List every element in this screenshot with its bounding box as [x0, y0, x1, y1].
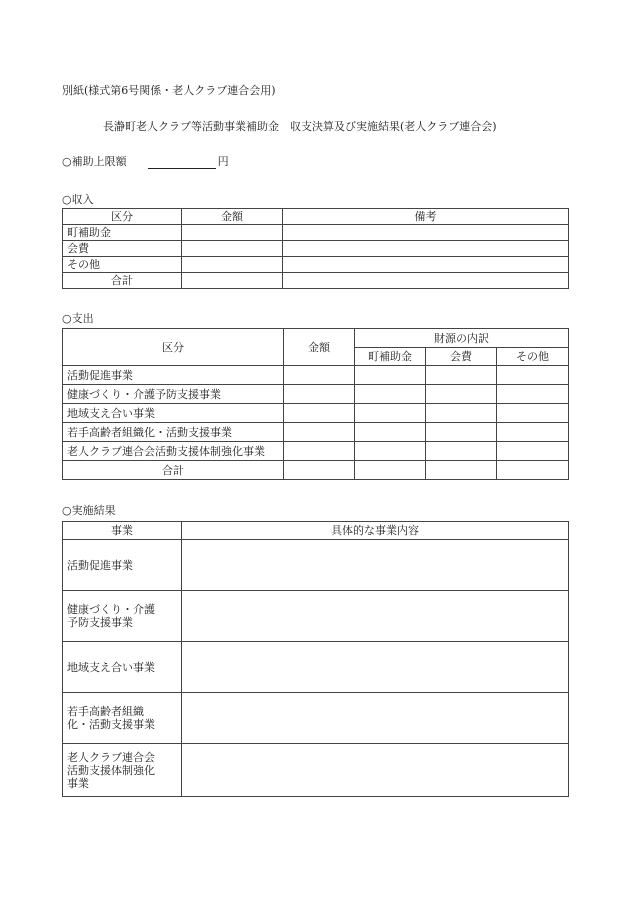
results-row-label-line: 健康づくり・介護 — [67, 603, 155, 616]
expense-other-cell[interactable] — [497, 442, 569, 461]
results-row-label-line: 事業 — [67, 776, 89, 790]
expense-amount-cell[interactable] — [284, 442, 355, 461]
expense-fees-cell[interactable] — [426, 423, 497, 442]
income-total-amount-cell[interactable] — [182, 273, 283, 289]
expense-total-town-cell[interactable] — [355, 461, 426, 480]
income-table — [62, 208, 569, 289]
results-row-label-line: 予防支援事業 — [67, 616, 133, 629]
results-header-row — [63, 522, 569, 540]
results-details-cell[interactable] — [182, 540, 569, 591]
expense-fees-cell[interactable] — [426, 442, 497, 461]
income-amount-cell[interactable] — [182, 241, 283, 257]
expense-other-cell[interactable] — [497, 385, 569, 404]
form-note: 別紙(様式第6号関係・老人クラブ連合会用) — [62, 84, 276, 97]
table-row — [63, 273, 569, 289]
results-row-label-line: 若手高齢者組織 — [67, 705, 144, 718]
income-row-label: その他 — [63, 257, 182, 273]
results-details-cell[interactable] — [182, 744, 569, 797]
expense-subcol-other: その他 — [497, 348, 569, 366]
results-row-label — [63, 642, 182, 693]
expense-subcol-fees: 会費 — [426, 348, 497, 366]
results-table — [62, 521, 569, 797]
subsidy-limit-label: ○補助上限額 — [62, 155, 127, 168]
expense-row-label: 老人クラブ連合会活動支援体制強化事業 — [63, 442, 284, 461]
income-col-category: 区分 — [63, 209, 182, 225]
subsidy-limit-blank[interactable] — [148, 157, 216, 169]
results-col-details: 具体的な事業内容 — [182, 522, 569, 540]
expense-header-row — [63, 329, 569, 348]
income-total-notes-cell[interactable] — [283, 273, 569, 289]
expense-town-cell[interactable] — [355, 423, 426, 442]
expense-table — [62, 328, 569, 480]
income-amount-cell[interactable] — [182, 225, 283, 241]
table-row — [63, 693, 569, 744]
table-row — [63, 591, 569, 642]
income-heading: ○収入 — [62, 193, 94, 206]
results-row-label-line: 地域支え合い事業 — [67, 660, 155, 674]
table-row — [63, 442, 569, 461]
expense-total-fees-cell[interactable] — [426, 461, 497, 480]
income-notes-cell[interactable] — [283, 225, 569, 241]
subsidy-limit-row — [62, 155, 229, 169]
income-amount-cell[interactable] — [182, 257, 283, 273]
expense-row-label: 健康づくり・介護予防支援事業 — [63, 385, 284, 404]
results-col-project: 事業 — [63, 522, 182, 540]
expense-town-cell[interactable] — [355, 404, 426, 423]
table-row — [63, 366, 569, 385]
income-total-label: 合計 — [63, 273, 182, 289]
expense-total-other-cell[interactable] — [497, 461, 569, 480]
expense-town-cell[interactable] — [355, 442, 426, 461]
expense-total-amount-cell[interactable] — [284, 461, 355, 480]
expense-amount-cell[interactable] — [284, 404, 355, 423]
income-notes-cell[interactable] — [283, 257, 569, 273]
expense-col-breakdown: 財源の内訳 — [355, 329, 569, 348]
expense-fees-cell[interactable] — [426, 385, 497, 404]
page-title: 長瀞町老人クラブ等活動事業補助金 収支決算及び実施結果(老人クラブ連合会) — [103, 120, 497, 133]
expense-row-label: 地域支え合い事業 — [63, 404, 284, 423]
income-row-label: 町補助金 — [63, 225, 182, 241]
expense-total-label: 合計 — [63, 461, 284, 480]
table-row — [63, 404, 569, 423]
expense-other-cell[interactable] — [497, 366, 569, 385]
results-row-label — [63, 693, 182, 744]
results-details-cell[interactable] — [182, 642, 569, 693]
income-col-amount: 金額 — [182, 209, 283, 225]
results-row-label-line: 活動促進事業 — [67, 558, 133, 572]
table-row — [63, 540, 569, 591]
expense-fees-cell[interactable] — [426, 404, 497, 423]
results-row-label-line: 活動支援体制強化 — [67, 763, 155, 777]
expense-other-cell[interactable] — [497, 404, 569, 423]
expense-row-label: 活動促進事業 — [63, 366, 284, 385]
results-row-label — [63, 591, 182, 642]
expense-other-cell[interactable] — [497, 423, 569, 442]
table-row — [63, 744, 569, 797]
results-row-label — [63, 744, 182, 797]
expense-amount-cell[interactable] — [284, 385, 355, 404]
results-row-label — [63, 540, 182, 591]
expense-col-amount: 金額 — [284, 329, 355, 366]
results-details-cell[interactable] — [182, 591, 569, 642]
table-row — [63, 257, 569, 273]
expense-col-category: 区分 — [63, 329, 284, 366]
expense-town-cell[interactable] — [355, 385, 426, 404]
income-header-row — [63, 209, 569, 225]
table-row — [63, 423, 569, 442]
results-row-label-line: 化・活動支援事業 — [67, 718, 155, 731]
expense-row-label: 若手高齢者組織化・活動支援事業 — [63, 423, 284, 442]
income-notes-cell[interactable] — [283, 241, 569, 257]
results-details-cell[interactable] — [182, 693, 569, 744]
income-row-label: 会費 — [63, 241, 182, 257]
table-row — [63, 225, 569, 241]
expense-heading: ○支出 — [62, 312, 94, 325]
expense-fees-cell[interactable] — [426, 366, 497, 385]
income-col-notes: 備考 — [283, 209, 569, 225]
table-row — [63, 642, 569, 693]
expense-subcol-town: 町補助金 — [355, 348, 426, 366]
results-row-label-line: 老人クラブ連合会 — [67, 750, 155, 764]
table-row — [63, 241, 569, 257]
expense-amount-cell[interactable] — [284, 366, 355, 385]
table-row — [63, 461, 569, 480]
expense-town-cell[interactable] — [355, 366, 426, 385]
table-row — [63, 385, 569, 404]
results-heading: ○実施結果 — [62, 504, 116, 517]
subsidy-limit-unit: 円 — [217, 155, 229, 168]
expense-amount-cell[interactable] — [284, 423, 355, 442]
